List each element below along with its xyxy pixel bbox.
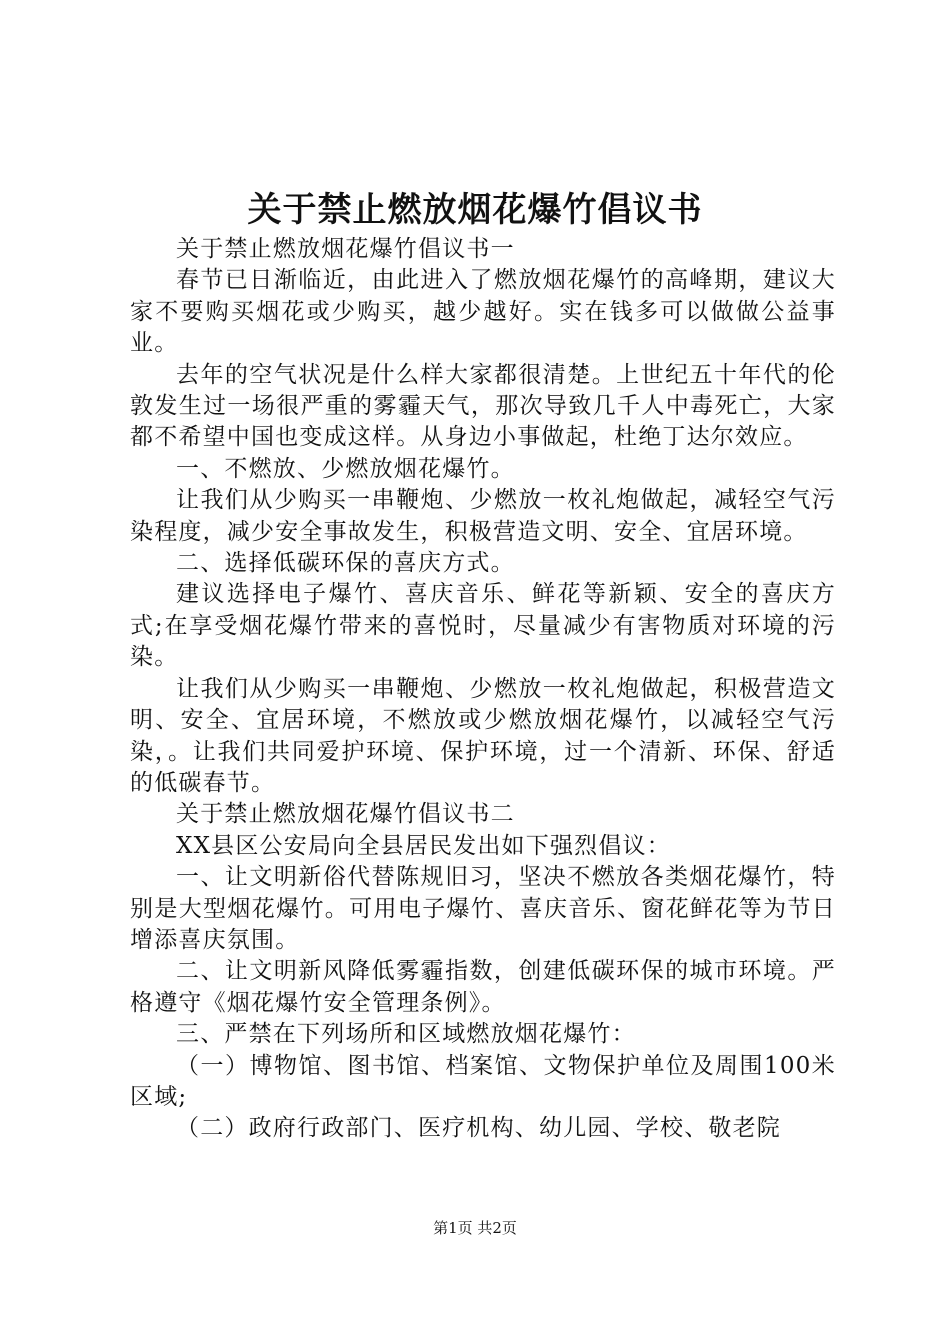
- paragraph: 春节已日渐临近，由此进入了燃放烟花爆竹的高峰期，建议大家不要购买烟花或少购买，越少越好。实在钱多可以做做公益事业。: [130, 267, 836, 357]
- page-number-footer: 第1页 共2页: [433, 1219, 517, 1237]
- paragraph: 让我们从少购买一串鞭炮、少燃放一枚礼炮做起，积极营造文明、安全、宜居环境，不燃放或少燃放烟花爆竹，以减轻空气污染，。让我们共同爱护环境、保护环境，过一个清新、环保、舒适的低碳春节。: [130, 675, 836, 796]
- section-heading-2: 关于禁止燃放烟花爆竹倡议书二: [176, 801, 515, 828]
- list-item-heading: 二、选择低碳环保的喜庆方式。: [176, 550, 515, 577]
- paragraph: 三、严禁在下列场所和区域燃放烟花爆竹：: [176, 1021, 636, 1048]
- paragraph: 去年的空气状况是什么样大家都很清楚。上世纪五十年代的伦敦发生过一场很严重的雾霾天气，那次导致几千人中毒死亡，大家都不希望中国也变成这样。从身边小事做起，杜绝丁达尔效应。: [130, 361, 836, 451]
- list-item: （一）博物馆、图书馆、档案馆、文物保护单位及周围100米区域;: [130, 1052, 836, 1110]
- document-body: [130, 234, 836, 1145]
- paragraph: 二、让文明新风降低雾霾指数，创建低碳环保的城市环境。严格遵守《烟花爆竹安全管理条例》。: [130, 958, 836, 1016]
- document-title: 关于禁止燃放烟花爆竹倡议书: [247, 190, 703, 230]
- section-heading-1: 关于禁止燃放烟花爆竹倡议书一: [176, 236, 515, 262]
- paragraph: XX县区公安局向全县居民发出如下强烈倡议：: [176, 832, 671, 859]
- paragraph: 一、让文明新俗代替陈规旧习，坚决不燃放各类烟花爆竹，特别是大型烟花爆竹。可用电子爆竹、喜庆音乐、窗花鲜花等为节日增添喜庆氛围。: [130, 864, 836, 953]
- paragraph: 让我们从少购买一串鞭炮、少燃放一枚礼炮做起，减轻空气污染程度，减少安全事故发生，积极营造文明、安全、宜居环境。: [130, 487, 836, 545]
- list-item: （二）政府行政部门、医疗机构、幼儿园、学校、敬老院: [176, 1115, 781, 1142]
- list-item-heading: 一、不燃放、少燃放烟花爆竹。: [176, 455, 515, 482]
- paragraph: 建议选择电子爆竹、喜庆音乐、鲜花等新颖、安全的喜庆方式;在享受烟花爆竹带来的喜悦时，尽量减少有害物质对环境的污染。: [130, 581, 836, 671]
